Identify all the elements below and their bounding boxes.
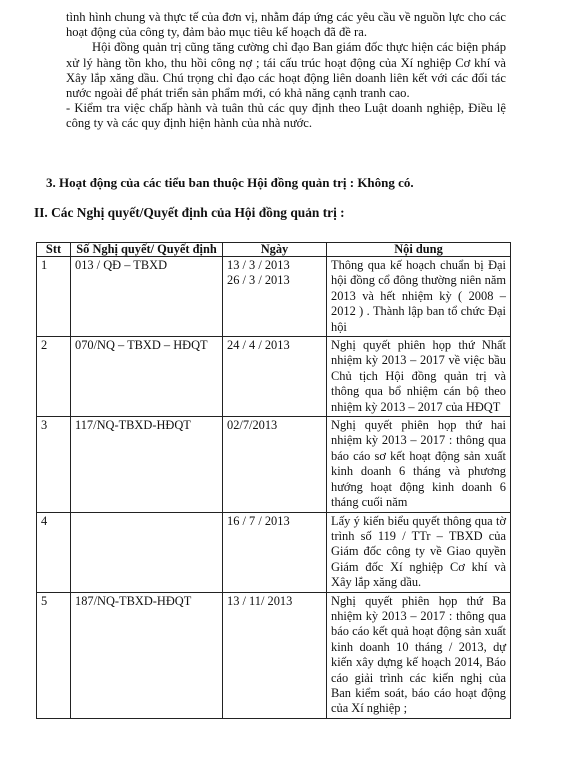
table-header-row xyxy=(37,243,511,257)
row-number: 117/NQ-TBXD-HĐQT xyxy=(71,417,223,512)
intro-section xyxy=(66,10,506,132)
row-date xyxy=(223,417,327,512)
table-row xyxy=(37,512,511,592)
row-date-line: 13 / 3 / 2013 xyxy=(227,258,290,272)
row-content: Nghị quyết phiên họp thứ hai nhiệm kỳ 2013 – 2017 : thông qua báo cáo sơ kết hoạt động sản xuất kinh doanh 6 tháng và phương hướng hoạt động kinh doanh 6 tháng cuối năm xyxy=(327,417,511,512)
table-row xyxy=(37,417,511,512)
row-date xyxy=(223,592,327,718)
row-content: Nghị quyết phiên họp thứ Nhất nhiệm kỳ 2013 – 2017 về việc bầu Chủ tịch Hội đồng quản trị và thông qua bổ nhiệm cán bộ theo nhiệm kỳ 2013 – 2017 của HĐQT xyxy=(327,337,511,417)
table-row xyxy=(37,337,511,417)
row-content: Nghị quyết phiên họp thứ Ba nhiệm kỳ 2013 – 2017 : thông qua báo cáo kết quả hoạt động sản xuất kinh doanh 10 tháng / 2013, dự kiến xây dựng kế hoạch 2014, Báo cáo giải trình các kiến nghị của Ban kiểm soát, báo cáo hoạt động của Xí nghiệp ; xyxy=(327,592,511,718)
header-content: Nội dung xyxy=(327,243,511,257)
header-number: Số Nghị quyết/ Quyết định xyxy=(71,243,223,257)
row-stt: 3 xyxy=(37,417,71,512)
header-date: Ngày xyxy=(223,243,327,257)
row-date xyxy=(223,337,327,417)
row-number: 070/NQ – TBXD – HĐQT xyxy=(71,337,223,417)
row-stt: 5 xyxy=(37,592,71,718)
row-date-line: 26 / 3 / 2013 xyxy=(227,273,290,288)
row-date xyxy=(223,257,327,337)
table-row xyxy=(37,592,511,718)
intro-paragraph-1: tình hình chung và thực tế của đơn vị, nhằm đáp ứng các yêu cầu về nguồn lực cho các hoạt động của công ty, đảm bảo mục tiêu kế hoạch đã đề ra. xyxy=(66,10,506,40)
section-3-heading: 3. Hoạt động của các tiểu ban thuộc Hội đồng quản trị : Không có. xyxy=(46,175,414,190)
row-number xyxy=(71,512,223,592)
row-stt: 1 xyxy=(37,257,71,337)
row-date xyxy=(223,512,327,592)
section-ii-heading: II. Các Nghị quyết/Quyết định của Hội đồng quản trị : xyxy=(34,205,345,220)
row-date-line: 24 / 4 / 2013 xyxy=(227,338,290,353)
row-date-line: 16 / 7 / 2013 xyxy=(227,513,290,528)
table-row xyxy=(37,257,511,337)
header-stt: Stt xyxy=(37,243,71,257)
row-content: Thông qua kế hoạch chuẩn bị Đại hội đồng cổ đông thường niên năm 2013 và hết nhiệm kỳ ( 2008 – 2012 ) . Thành lập ban tổ chức Đại hội xyxy=(327,257,511,337)
row-date-line: 13 / 11/ 2013 xyxy=(227,593,293,608)
row-stt: 2 xyxy=(37,337,71,417)
row-number: 187/NQ-TBXD-HĐQT xyxy=(71,592,223,718)
intro-paragraph-3: - Kiểm tra việc chấp hành và tuân thủ các quy định theo Luật doanh nghiệp, Điều lệ công ty và các quy định hiện hành của nhà nước. xyxy=(66,101,506,131)
row-number: 013 / QĐ – TBXD xyxy=(71,257,223,337)
row-date-line: 02/7/2013 xyxy=(227,418,278,433)
resolutions-table xyxy=(36,242,511,719)
intro-paragraph-2: Hội đồng quản trị cũng tăng cường chỉ đạo Ban giám đốc thực hiện các biện pháp xử lý hàng tồn kho, thu hồi công nợ ; tái cấu trúc hoạt động của Xí nghiệp Cơ khí và Xây lắp xăng dầu. Chú trọng chỉ đạo các hoạt động liên doanh liên kết với các đối tác nước ngoài để phát triển sản phẩm mới, có khả năng cạnh tranh cao. xyxy=(66,40,506,101)
row-content: Lấy ý kiến biểu quyết thông qua tờ trình số 119 / TTr – TBXD của Giám đốc công ty về Giao quyền Giám đốc Xí nghiệp Cơ khí và Xây lắp xăng dầu. xyxy=(327,512,511,592)
row-stt: 4 xyxy=(37,512,71,592)
